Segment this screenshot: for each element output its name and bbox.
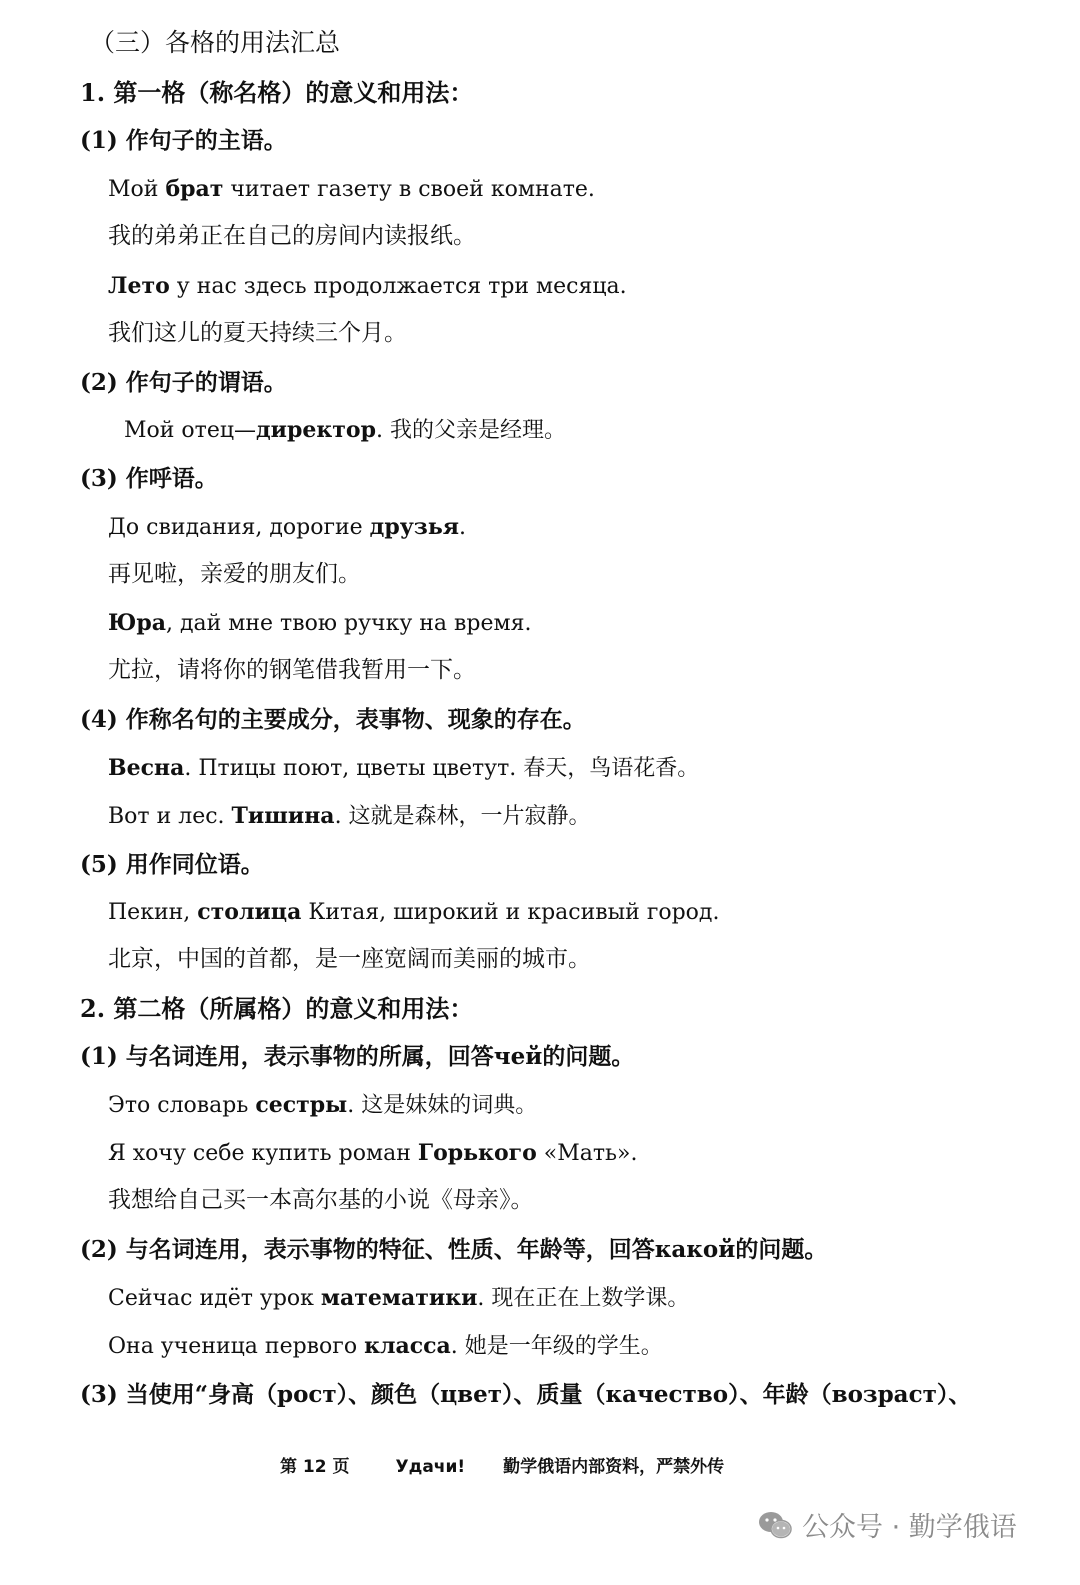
- example-text: Мой: [108, 177, 166, 202]
- example-bold-word: сестры: [255, 1092, 348, 1118]
- example-text: Китая, широкий и красивый город.: [301, 900, 720, 925]
- example-1-3a: [108, 514, 466, 541]
- watermark: [758, 1505, 1017, 1544]
- subheading-russian-word: какой: [654, 1236, 736, 1263]
- example-text: Это словарь: [108, 1093, 256, 1118]
- example-1-5: [108, 899, 719, 926]
- page-footer: [280, 1452, 724, 1477]
- example-2-2b: [108, 1333, 663, 1360]
- example-1-1a: [108, 176, 595, 203]
- subheading-1-4: (4) 作称名句的主要成分，表事物、现象的存在。: [80, 706, 586, 733]
- example-text: «Мать».: [536, 1141, 638, 1166]
- example-text: .: [459, 515, 467, 540]
- example-bold-word: Лето: [108, 273, 170, 299]
- example-text: . 这就是森林，一片寂静。: [334, 804, 591, 829]
- subheading-text: (1) 与名词连用，表示事物的所属，回答: [80, 1043, 494, 1070]
- example-1-4a: [108, 755, 699, 782]
- example-bold-word: математики: [320, 1285, 478, 1311]
- wechat-icon: [758, 1510, 792, 1540]
- footer-greeting: Удачи!: [395, 1457, 466, 1477]
- example-2-2a: [108, 1285, 689, 1312]
- example-bold-word: Горького: [417, 1140, 537, 1166]
- example-text: Сейчас идёт урок: [108, 1286, 321, 1311]
- translation-1-3a: 再见啦，亲爱的朋友们。: [108, 561, 361, 587]
- section-title: （三）各格的用法汇总: [90, 28, 341, 57]
- watermark-text: 公众号 · 勤学俄语: [802, 1512, 1017, 1543]
- example-bold-word: директор: [256, 417, 376, 443]
- example-text: Пекин,: [108, 900, 198, 925]
- example-bold-word: Весна: [108, 755, 185, 781]
- example-bold-word: Юра: [108, 610, 166, 636]
- example-text: Я хочу себе купить роман: [108, 1141, 418, 1166]
- translation-2-1b: 我想给自己买一本高尔基的小说《母亲》。: [108, 1187, 534, 1213]
- example-text: . 我的父亲是经理。: [375, 418, 566, 443]
- example-1-2: [124, 417, 566, 444]
- subheading-1-5: (5) 用作同位语。: [80, 851, 264, 878]
- subheading-2-3: (3) 当使用“身高（рост）、颜色（цвет）、质量（качество）、年龄（возраст）、: [80, 1381, 972, 1408]
- subheading-text: (2) 与名词连用，表示事物的特征、性质、年龄等，回答: [80, 1236, 655, 1263]
- subheading-2-2: [80, 1236, 827, 1264]
- translation-1-5: 北京，中国的首都，是一座宽阔而美丽的城市。: [108, 946, 591, 972]
- example-text: , дай мне твою ручку на время.: [165, 611, 532, 636]
- example-1-4b: [108, 803, 591, 830]
- translation-1-3b: 尤拉，请将你的钢笔借我暂用一下。: [108, 657, 476, 683]
- example-text: читает газету в своей комнате.: [223, 177, 595, 202]
- heading-genitive: 2. 第二格（所属格）的意义和用法：: [80, 994, 474, 1023]
- example-2-1b: [108, 1140, 637, 1167]
- subheading-text: 的问题。: [542, 1043, 635, 1070]
- example-2-1a: [108, 1092, 537, 1119]
- example-text: . Птицы поют, цветы цветут. 春天，鸟语花香。: [184, 756, 700, 781]
- example-1-1b: [108, 273, 627, 300]
- example-bold-word: класса: [364, 1333, 451, 1359]
- example-text: у нас здесь продолжается три месяца.: [169, 274, 627, 299]
- translation-1-1a: 我的弟弟正在自己的房间内读报纸。: [108, 223, 476, 249]
- footer-notice: 勤学俄语内部资料，严禁外传: [503, 1457, 725, 1477]
- example-text: Она ученица первого: [108, 1334, 365, 1359]
- example-1-3b: [108, 610, 532, 637]
- example-text: Вот и лес.: [108, 804, 232, 829]
- example-bold-word: друзья: [369, 514, 460, 540]
- example-text: . 这是妹妹的词典。: [347, 1093, 538, 1118]
- example-text: . 现在正在上数学课。: [477, 1286, 690, 1311]
- example-bold-word: Тишина: [231, 803, 335, 829]
- example-bold-word: столица: [197, 899, 302, 925]
- translation-1-1b: 我们这儿的夏天持续三个月。: [108, 320, 407, 346]
- subheading-1-2: (2) 作句子的谓语。: [80, 369, 287, 396]
- example-text: Мой отец—: [124, 418, 257, 443]
- example-text: До свидания, дорогие: [108, 515, 370, 540]
- subheading-1-3: (3) 作呼语。: [80, 465, 218, 492]
- page-number: 第 12 页: [280, 1457, 350, 1477]
- subheading-1-1: (1) 作句子的主语。: [80, 127, 287, 154]
- heading-nominative: 1. 第一格（称名格）的意义和用法：: [80, 78, 474, 107]
- example-text: . 她是一年级的学生。: [450, 1334, 663, 1359]
- subheading-russian-word: чей: [493, 1043, 543, 1070]
- subheading-text: 的问题。: [735, 1236, 828, 1263]
- subheading-2-1: [80, 1043, 634, 1071]
- example-bold-word: брат: [165, 176, 224, 202]
